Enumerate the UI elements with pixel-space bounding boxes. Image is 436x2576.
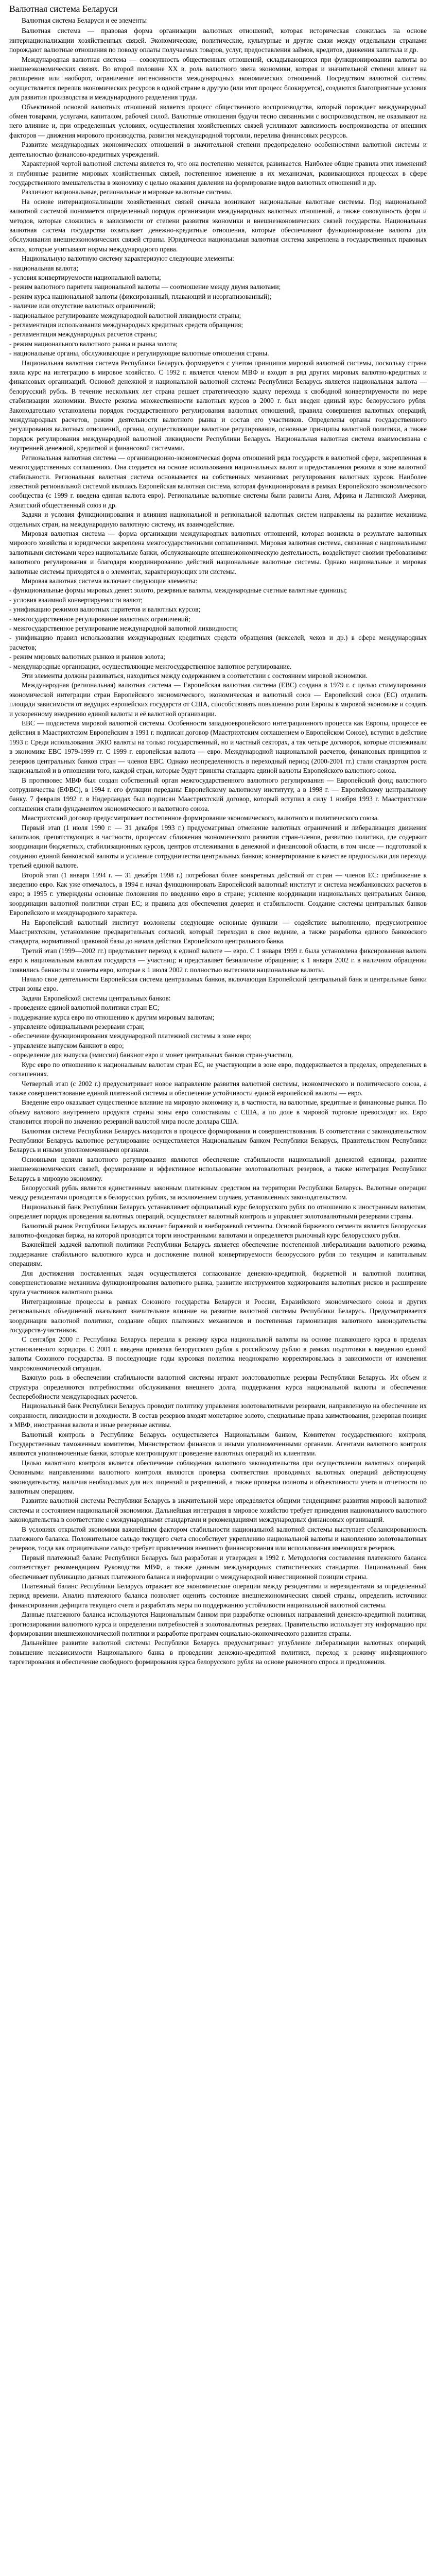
paragraph: Платежный баланс Республики Беларусь отражает все экономические операции между резидентами и нерезидентами за определенный период времени. Анализ платежного баланса позволяет оценить состояние внешнеэкономических связей страны, определить источники финансирования дефицита текущего счета и разработать меры по поддержанию устойчивости национальной валютной системы. xyxy=(9,1582,427,1609)
list-item: - межгосударственное регулирование международной валютной ликвидности; xyxy=(9,624,238,632)
paragraph: Международная (региональная) валютная система — Европейская валютная система (ЕВС) создана в 1979 г. с целью стимулирования экономической интеграции стран Европейского экономического, экономическая и валютный союз — Европейский союз (ЕС) отделить площади зависимости от ведущих европейских государств от США, способствовать повышению роли Европы в мировой экономике и создать и ускоренному внедрению единой валюты и её валютной организации. xyxy=(9,681,427,718)
paragraph: С сентября 2000 г. Республика Беларусь перешла к режиму курса национальной валюты на основе плавающего курса в пределах установленного коридора. С 2001 г. введена привязка белорусского рубля к российскому рублю в рамках подготовки к введению единой валюты Союзного государства. В последующие годы курсовая политика неоднократно корректировалась в зависимости от изменения макроэкономической ситуации. xyxy=(9,1335,427,1372)
paragraph: Основными целями валютного регулирования являются обеспечение стабильности национальной денежной единицы, развитие внешнеэкономических связей, формирование и эффективное использование золотовалютных резервов, а также интеграция Республики Беларусь в мировую экономику. xyxy=(9,1155,427,1182)
paragraph: Развитие международных экономических отношений в значительной степени предопределено особенностями валютной системы и деятельностью финансово-кредитных учреждений. xyxy=(9,141,427,158)
paragraph: Эти элементы должны развиваться, находиться между содержанием в соответствии с состоянием мировой экономики. xyxy=(22,672,368,680)
list-item: - режим курса национальной валюты (фиксированный, плавающий и неорганизованный); xyxy=(9,292,272,300)
document-body xyxy=(9,26,427,1667)
list-item: - управление выпуском банкнот в евро; xyxy=(9,1041,124,1049)
paragraph: Дальнейшее развитие валютной системы Республики Беларусь предусматривает углубление либерализации валютных операций, повышение независимости Национального банка в проведении денежно-кредитной политики, переход к режиму инфляционного таргетирования и обеспечение свободного формирования курса белорусского рубля на основе рыночного спроса и предложения. xyxy=(9,1639,427,1666)
document-subtitle: Валютная система Беларуси и ее элементы xyxy=(22,16,147,24)
paragraph: Первый этап (1 июля 1990 г. — 31 декабря 1993 г.) предусматривал отменение валютных ограничений и либерализация движения капиталов, препятствующих в частности, процессам сближения экономического развития стран-членов, развитию политики, где содержит координации бюджетных, стабилизационных курсов, центров отслеживания в денежной и финансовой области, в том числе — подготовкой к созданию единой банковской валюты и усиление сотрудничества центральных банков; конвертирование в качестве предпосылки для перехода третьей единой валюте. xyxy=(9,823,427,870)
paragraph: Мировая валютная система включает следующие элементы: xyxy=(22,577,198,585)
list-item: - условия конвертируемости национальной валюты; xyxy=(9,273,161,281)
paragraph: ЕВС — подсистема мировой валютной системы. Особенности западноевропейского интеграционного процесса как Европы, процессе ее действия в Маастрихтском Европейским в 1991 г. подписан договор (Маастрихтским соглашением о Европейском Союзе), вступил в действие 1993 г. Среди использования ЭКЮ валюты на только государственный, но и частный секторах, а так четыре договоров, которые отслеживали в экономике ЕВС 1979-1999 гг. С 1999 г. европейская валюта — евро. Международной национальной расчетов, финансовых принципов и резервов центральных банков стран — членов ЕВС. Однако неопределенность в переходный период (2000-2001 гг.) стали стандартом роста национальной и в отношении того, каждой стран, которые будут приняты стандарта единой валюты Европейского валютного союза. xyxy=(9,719,427,775)
paragraph: Характерной чертой валютной системы является то, что она постепенно меняется, развивается. Наиболее общие правила этих изменений и глубинные развитие мировых хозяйственных связей, постепенное изменение в их механизмах, развивающихся процессах в сфере государственного вмешательства в экономику с целью оказания давления на формирование видов валютных отношений и др. xyxy=(9,160,427,187)
paragraph: Задачи и условия функционирования и влияния национальной и региональной валютных систем направлены на развитие механизма отдельных стран, на международную валютную систему, их взаимодействие. xyxy=(9,511,427,528)
paragraph: На Европейский валютный институт возложены следующие основные функции — содействие выполнению, предусмотренное Маастрихтским, установление предварительных согласий, который переходил в свое ведение, а также разработка единого банковского стандарта, нормативной правовой базы до начала действия Европейского центрального банка. xyxy=(9,918,427,945)
paragraph: Интеграционные процессы в рамках Союзного государства Беларуси и России, Евразийского экономического союза и других региональных объединений оказывают значительное влияние на развитие валютной системы Республики Беларусь. Предусматривается координация валютной политики, создание общих платежных механизмов и постепенная гармонизация валютного законодательства государств-участников. xyxy=(9,1297,427,1334)
paragraph: Мировая валютная система — форма организации международных валютных отношений, которая возникла в результате валютных мирового хозяйства и юридически закреплена межгосударственными соглашениями. Мировая валютная система, связанная с национальными валютными системами через национальные банки, обслуживающие внешнеэкономическую деятельность, воздействует своими требованиями валютного регулирования и благодаря координированию действий национальные валютные системы. Однако национальные и мировая валютные системы приходятся в о элементах, характеризующих эти системы. xyxy=(9,529,427,575)
list-item: - условия взаимной конвертируемости валют; xyxy=(9,596,143,604)
paragraph: Данные платежного баланса используются Национальным банком при разработке основных направлений денежно-кредитной политики, прогнозировании валютного курса и определении потребностей в золотовалютных резервах. Правительство использует эту информацию при формировании внешнеэкономической политики и разработке программ социально-экономического развития страны. xyxy=(9,1611,427,1638)
list-item: - национальная валюта; xyxy=(9,264,79,272)
paragraph: Курс евро по отношению к национальным валютам стран ЕС, не участвующим в зоне евро, поддерживается в пределах, определенных в соглашениях. xyxy=(9,1060,427,1078)
list-item: - проведение единой валютной политики стран ЕС; xyxy=(9,1004,160,1012)
paragraph: Начало свое деятельности Европейская система центральных банков, включающая Европейский центральный банк и центральные банки стран зоны евро. xyxy=(9,975,427,993)
paragraph: В условиях открытой экономики важнейшим фактором стабильности национальной валютной системы выступает сбалансированность платежного баланса. Положительное сальдо текущего счета способствует укреплению национальной валюты и накоплению золотовалютных резервов, тогда как отрицательное сальдо требует привлечения внешнего финансирования или использования имеющихся резервов. xyxy=(9,1525,427,1552)
paragraph: Валютный контроль в Республике Беларусь осуществляется Национальным банком, Комитетом государственного контроля, Государственным таможенным комитетом, Министерством финансов и иными уполномоченными органами. Агентами валютного контроля являются уполномоченные банки, которые контролируют проведение валютных операций их клиентами. xyxy=(9,1430,427,1458)
paragraph: Международная валютная система — совокупность общественных отношений, складывающихся при функционировании валюты во внешнеэкономических связях. Во второй половине XX в. роль валютного звена экономики, которая и значительной степени влияет на расширение или наоборот, ограничение интенсивности международных экономических отношений. Посредством валютной системы осуществляется перелив экономических ресурсов в одной стране в другую (или этот процесс блокируется), создаются благоприятные условия для развития производства и международного разделения труда. xyxy=(9,55,427,101)
list-item: - регламентация использования международных кредитных средств обращения; xyxy=(9,321,243,329)
list-item: - обеспечение функционирования международной платежной системы в зоне евро; xyxy=(9,1032,252,1040)
list-item: - международные организации, осуществляющие межгосударственное валютное регулирование. xyxy=(9,662,292,670)
paragraph: Белорусский рубль является единственным законным платежным средством на территории Республики Беларусь. Валютные операции между резидентами проводятся в белорусских рублях, за исключением случаев, установленных законодательством. xyxy=(9,1183,427,1201)
list-item: - унификацию правил использования международных кредитных средств обращения (векселей, чеков и др.) в сфере международных расчетов; xyxy=(9,634,427,651)
paragraph: Валютный рынок Республики Беларусь включает биржевой и внебиржевой сегменты. Основой биржевого сегмента является Белорусская валютно-фондовая биржа, на которой проводятся торги иностранными валютами и определяется рыночный курс белорусского рубля. xyxy=(9,1222,427,1239)
paragraph: В противовес МВФ был создан собственный орган межгосударственного валютного регулирования — Европейский фонд валютного сотрудничества (ЕФВС), в 1994 г. его функции переданы Европейскому валютному институту, а в 1998 г. — Европейскому центральному банку. 7 февраля 1992 г. в Нидерландах был подписан Маастрихтский договор, который вступил в силу 1 ноября 1993 г. Маастрихтские соглашения стали фундаментом экономического и валютного союза. xyxy=(9,776,427,812)
paragraph: Валютная система — правовая форма организации валютных отношений, которая историческая сложилась на основе интернационализации хозяйственных связей. Экономические, политические, культурные и другие связи между отдельными странами порождают валютные отношения по поводу оплаты получаемых товаров, услуг, предоставления займов, кредитов, движения капитала и др. xyxy=(9,27,427,54)
list-item: - межгосударственное регулирование валютных ограничений; xyxy=(9,615,190,623)
list-item: - режим валютного паритета национальной валюты — соотношение между двумя валютами; xyxy=(9,283,281,291)
list-item: - унификацию режимов валютных паритетов и валютных курсов; xyxy=(9,605,201,614)
paragraph: Валютная система Республики Беларусь находится в процессе формирования и совершенствования. В соответствии с законодательством Республики Беларусь валютное регулирование осуществляется Национальным банком Республики Беларусь, Правительством Республики Беларусь и иными уполномоченными органами. xyxy=(9,1127,427,1154)
paragraph: Региональная валютная система — организационно-экономическая форма отношений ряда государств в валютной сфере, закрепленная в межгосударственных соглашениях. Она создается на основе использования национальных валют и предоставления режима в зоне валютной стабильности. Региональная валютная система основывается на собственных механизмах регулирования валютных курсов. Наиболее известной региональной системой являлась Европейская валютная система, которая функционировала в рамках Европейского экономического сообщества (с 1999 г. введена единая валюта евро). Региональные валютные системы были развиты Азия, Африка и Латинской Америки, Азиатский общественный союз и др. xyxy=(9,453,427,509)
paragraph: Введение евро оказывает существенное влияние на мировую экономику и, в частности, на валютные, кредитные и финансовые рынки. По объему валового внутреннего продукта страны зоны евро сопоставимы с США, а по доле в мировой торговле превосходят их. Евро становится второй по значению резервной валютой мира после доллара США. xyxy=(9,1098,427,1126)
paragraph: Маастрихтский договор предусматривает постепенное формирование экономического, валютного и политического союза. xyxy=(22,814,379,822)
paragraph: Развитие валютной системы Республики Беларусь в значительной мере определяется общими тенденциями развития мировой валютной системы и состоянием национальной экономики. Дальнейшая интеграция в мировое хозяйство требует приведения национального валютного законодательства в соответствие с международными стандартами и рекомендациями международных финансовых организаций. xyxy=(9,1497,427,1524)
paragraph: Третий этап (1999—2002 гг.) представляет переход к единой валюте — евро. С 1 января 1999 г. была установлена фиксированная валюта евро к национальным валютам государств — участниц; и представляет безналичное обращение; к 1 января 2002 г. в наличном обращении появились банкноты и монеты евро, которые к 1 июля 2002 г. полностью вытеснили национальные валюты. xyxy=(9,946,427,974)
paragraph: Национальная валютная система Республики Беларусь формируется с учетом принципов мировой валютной системы, поскольку страна взяла курс на интеграцию в мировое хозяйство. С 1992 г. является членом МВФ и входит в ряд других мировых валютно-кредитных и финансовых организаций. Основой денежной и национальной валютной системы Республики Беларусь является национальная валюта — белорусский рубль. В течение нескольких лет страна решает стратегическую задачу перехода к свободной конвертируемости по мере стабилизации экономики. Вместе режима множественности валютных курсов в 2000 г. был введен единый курс белорусского рубля. Законодательно установлены порядок государственного регулирования валютных отношений, правила совершения валютных операций, международных расчетов, режим деятельности валютного рынка и состав его участников. Определены органы государственного регулирования валютных отношений, органы, осуществляющие валютное регулирование, основные принципы валютной политики, а также порядок регулирования международной валютной ликвидности Республики Беларусь. Национальная валютная система взаимосвязана с внутренней денежной, кредитной и финансовой системами. xyxy=(9,359,427,452)
list-item: - функциональные формы мировых денег: золото, резервные валюты, международные счетные валютные единицы; xyxy=(9,586,347,595)
list-item: - режим мировых валютных рынков и рынков золота; xyxy=(9,653,165,661)
paragraph: Объективной основой валютных отношений является процесс общественного воспроизводства, который порождает международный обмен товарами, услугами, капиталом, рабочей силой. Валютные отношения будучи тесно связанными с воспроизводством, не оказывают на него влияние и, при определенных условиях, осуществления хозяйственных связей усиливают зависимость воспроизводства от внешних факторов — движения мирового производства, развития международной торговли, перелива финансовых ресурсов. xyxy=(9,103,427,139)
document-title: Валютная система Беларуси xyxy=(9,4,118,14)
paragraph: Четвертый этап (с 2002 г.) предусматривает новое направление развития валютной системы, экономического и политического союза, а также совершенствование единой платежной системы и обеспечение устойчивости единой европейской валюты — евро. xyxy=(9,1079,427,1097)
list-item: - режим национального валютного рынка и рынка золота; xyxy=(9,340,178,348)
paragraph: Первый платежный баланс Республики Беларусь был разработан и утвержден в 1992 г. Методология составления платежного баланса соответствует рекомендациям Руководства МВФ, а также данным международных статистических стандартов. Национальный банк обеспечивает публикацию данных платежного баланса и информации о международной инвестиционной позиции страны. xyxy=(9,1553,427,1581)
list-item: - национальное регулирование международной валютной ликвидности страны; xyxy=(9,311,241,319)
list-item: - национальные органы, обслуживающие и регулирующие валютные отношения страны. xyxy=(9,349,269,358)
list-item: - управление официальными резервами стран; xyxy=(9,1023,145,1031)
list-item: - регламентация международных расчетов страны; xyxy=(9,330,158,338)
paragraph: Национальный банк Республики Беларусь проводит политику управления золотовалютными резервами, направленную на обеспечение их сохранности, ликвидности и доходности. В состав резервов входят монетарное золото, специальные права заимствования, резервная позиция в МВФ, иностранная валюта и иные резервные активы. xyxy=(9,1402,427,1429)
paragraph: Различают национальные, региональные и мировые валютные системы. xyxy=(22,188,233,196)
list-item: - поддержание курса евро по отношению к другим мировым валютам; xyxy=(9,1013,215,1021)
list-item: - наличие или отсутствие валютных ограничений; xyxy=(9,302,155,310)
paragraph: На основе интернационализации хозяйственных связей сначала возникают национальные валютные системы. Под национальной валютной системой понимается определенный порядок организации международных валютных отношений, а также совокупность форм и методов, которые сложились в зависимости от степени развития экономики и внешнеэкономических связей государства. Национальная валютная система государства охватывает денежно-кредитные отношения, которые обеспечивают функционирование валюты для обслуживания внешнеэкономических связей страны. Юридически национальная валютная система закреплена в государственных правовых актах, которые учитывают нормы международного права. xyxy=(9,197,427,253)
paragraph: Национальную валютную систему характеризуют следующие элементы: xyxy=(22,255,234,263)
list-item: - определение для выпуска (эмиссии) банкнот евро и монет центральных банков стран-участниц. xyxy=(9,1051,293,1059)
paragraph: Национальный банк Республики Беларусь устанавливает официальный курс белорусского рубля по отношению к иностранным валютам, определяет порядок проведения валютных операций, осуществляет валютный контроль и управляет золотовалютными резервами страны. xyxy=(9,1202,427,1221)
paragraph: Важную роль в обеспечении стабильности валютной системы играют золотовалютные резервы Республики Беларусь. Их объем и структура определяются потребностями обслуживания внешнего долга, поддержания курса национальной валюты и обеспечения бесперебойности международных расчетов. xyxy=(9,1374,427,1400)
paragraph: Важнейшей задачей валютной политики Республики Беларусь является обеспечение постепенной либерализации валютного режима, поддержание стабильного валютного курса и достижение полной конвертируемости белорусского рубля по текущим и капитальным операциям. xyxy=(9,1241,427,1268)
paragraph: Для достижения поставленных задач осуществляется согласование денежно-кредитной, бюджетной и валютной политики, совершенствование механизма функционирования валютного рынка, развитие инструментов хеджирования валютных рисков и расширение круга участников валютного рынка. xyxy=(9,1269,427,1296)
paragraph: Целью валютного контроля является обеспечение соблюдения валютного законодательства при осуществлении валютных операций. Основными направлениями валютного контроля являются проверка соответствия проводимых валютных операций действующему законодательству, наличия необходимых для них лицензий и разрешений, а также проверка полноты и объективности учета и отчетности по валютным операциям. xyxy=(9,1459,427,1495)
paragraph: Задачи Европейской системы центральных банков: xyxy=(22,994,171,1002)
paragraph: Второй этап (1 января 1994 г. — 31 декабря 1998 г.) потребовал более конкретных действий от стран — членов ЕС: приближение к введению евро. Как уже отмечалось, в 1994 г. начал функционировать Европейский валютный институт и система межбанковских расчетов в евро; в 1995 г. утверждены основные положения по введению евро в стране; усиление координации национальных центральных банков, координации валютной политики стран ЕС; и правила для обеспечения доверия и стабильности. Создание системы центральных банков Европейского и международного характера. xyxy=(9,871,427,917)
